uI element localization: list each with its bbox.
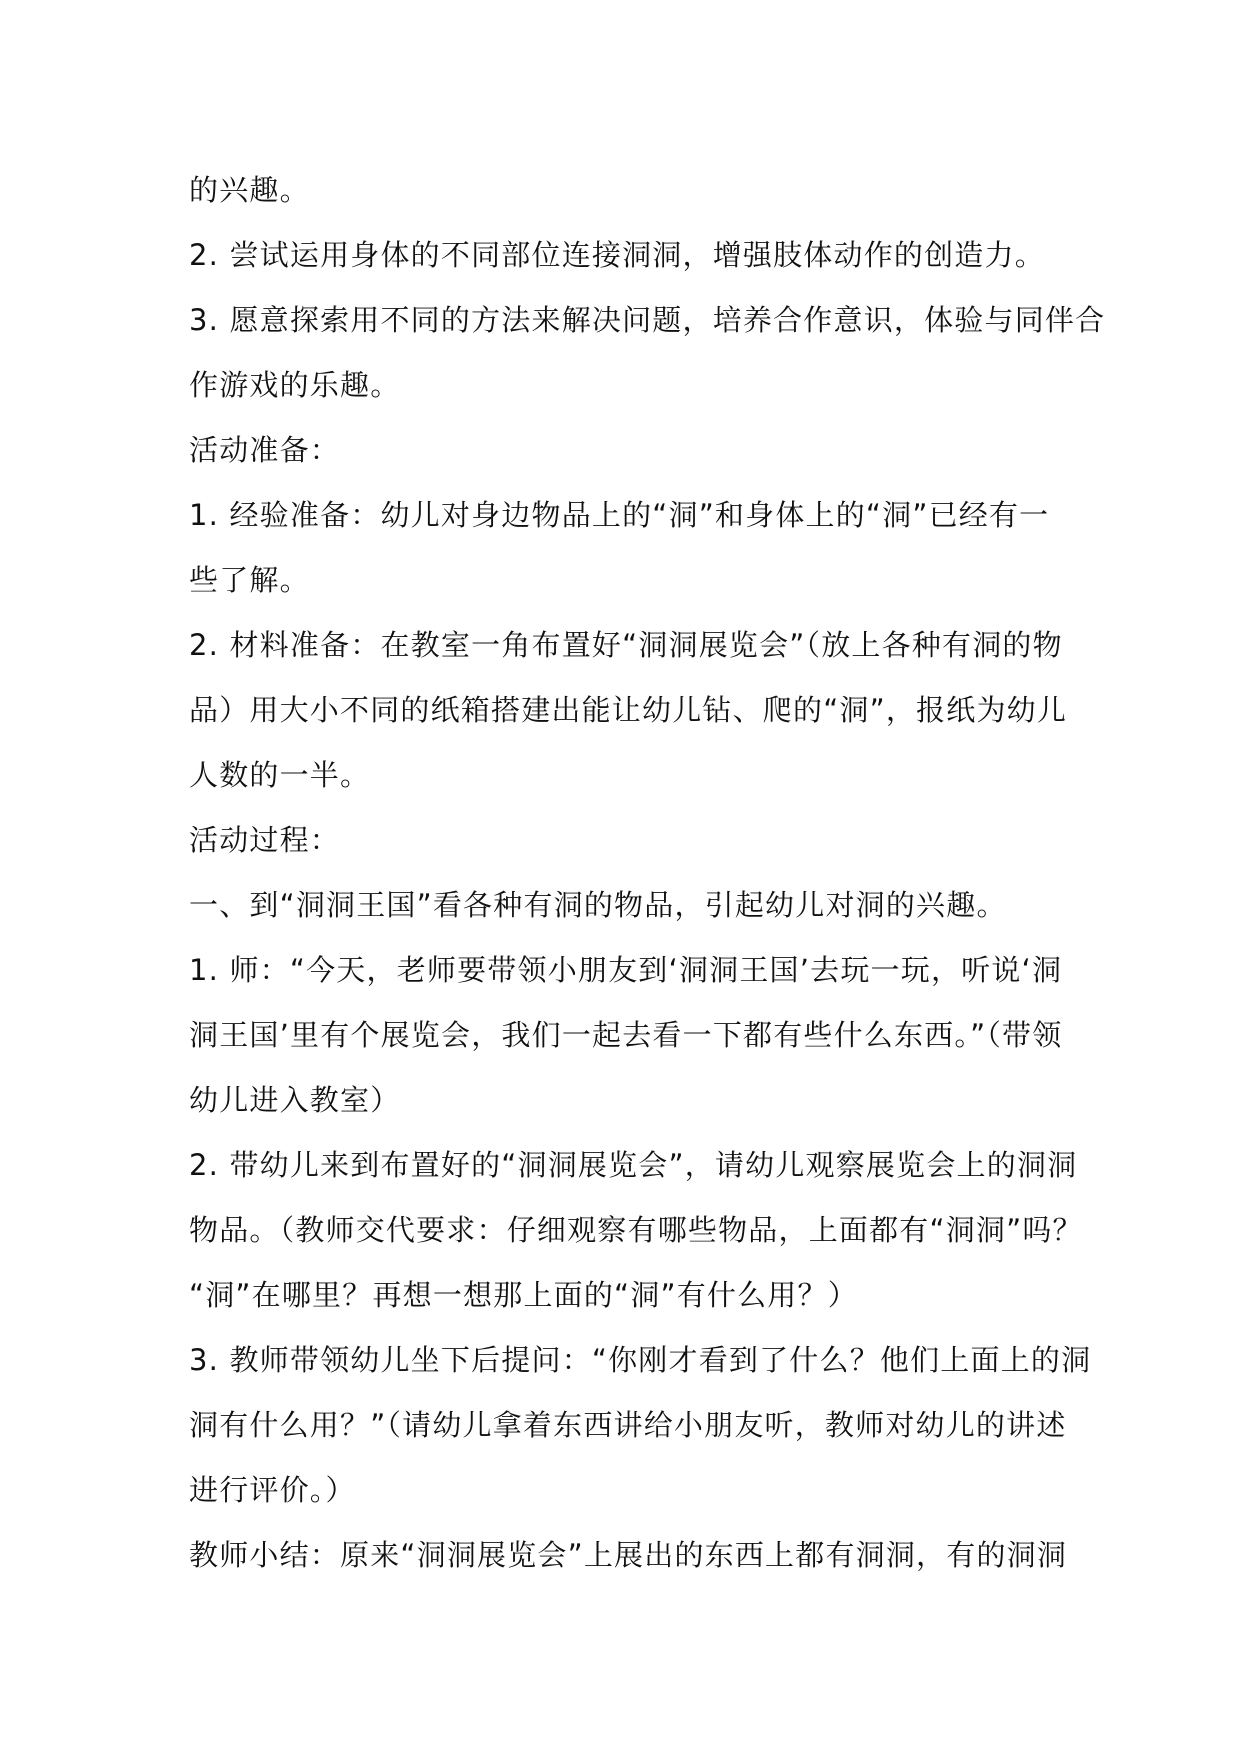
section-heading: 活动过程： xyxy=(189,823,341,857)
text-line: 教师小结：原来“洞洞展览会”上展出的东西上都有洞洞，有的洞洞 xyxy=(189,1538,1068,1572)
text-line: 物品。（教师交代要求：仔细观察有哪些物品，上面都有“洞洞”吗？ xyxy=(189,1213,1083,1247)
text-line: 些了解。 xyxy=(189,563,310,597)
text-line: 幼儿进入教室） xyxy=(189,1083,401,1117)
document-body xyxy=(189,158,1106,1588)
text-line: 2. 尝试运用身体的不同部位连接洞洞，增强肢体动作的创造力。 xyxy=(189,238,1045,272)
text-line: 作游戏的乐趣。 xyxy=(189,368,401,402)
text-line: 进行评价。） xyxy=(189,1473,356,1507)
text-line: 2. 带幼儿来到布置好的“洞洞展览会”，请幼儿观察展览会上的洞洞 xyxy=(189,1148,1078,1182)
text-line: 一、到“洞洞王国”看各种有洞的物品，引起幼儿对洞的兴趣。 xyxy=(189,888,1007,922)
text-line: “洞”在哪里？再想一想那上面的“洞”有什么用？） xyxy=(189,1278,858,1312)
text-line: 3. 愿意探索用不同的方法来解决问题，培养合作意识，体验与同伴合 xyxy=(189,303,1106,337)
text-line: 洞有什么用？”（请幼儿拿着东西讲给小朋友听，教师对幼儿的讲述 xyxy=(189,1408,1067,1442)
text-line: 人数的一半。 xyxy=(189,758,371,792)
text-line: 的兴趣。 xyxy=(189,173,310,207)
text-line: 洞王国’里有个展览会，我们一起去看一下都有些什么东西。”（带领 xyxy=(189,1018,1063,1052)
text-line: 品）用大小不同的纸箱搭建出能让幼儿钻、爬的“洞”，报纸为幼儿 xyxy=(189,693,1068,727)
text-line: 3. 教师带领幼儿坐下后提问：“你刚才看到了什么？他们上面上的洞 xyxy=(189,1343,1092,1377)
section-heading: 活动准备： xyxy=(189,433,341,467)
text-line: 2. 材料准备：在教室一角布置好“洞洞展览会”（放上各种有洞的物 xyxy=(189,628,1063,662)
text-line: 1. 经验准备：幼儿对身边物品上的“洞”和身体上的“洞”已经有一 xyxy=(189,498,1050,532)
text-line: 1. 师：“今天，老师要带领小朋友到‘洞洞王国’去玩一玩，听说‘洞 xyxy=(189,953,1063,987)
